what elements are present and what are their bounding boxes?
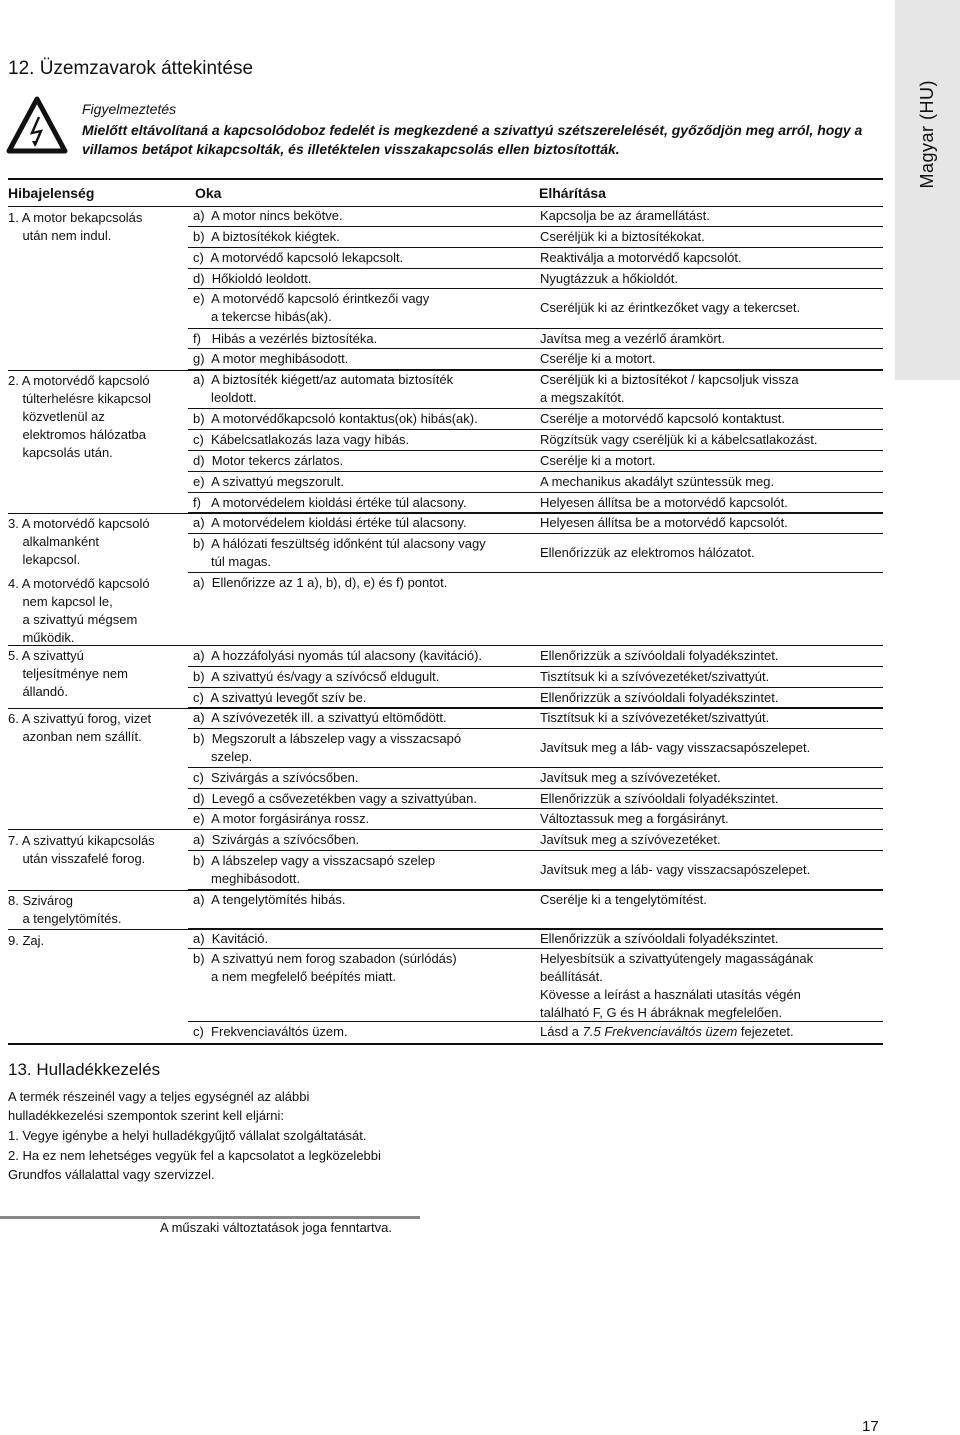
remedy-cell: Javítsuk meg a láb- vagy visszacsapószelepet. [540, 862, 811, 877]
remedy-cell: Helyesen állítsa be a motorvédő kapcsolót. [540, 495, 788, 510]
fault-cell: 4. A motorvédő kapcsoló nem kapcsol le, a szivattyú mégsem működik. [8, 576, 150, 645]
row-divider [188, 687, 883, 688]
remedy-cell: Változtassuk meg a forgásirányt. [540, 811, 729, 826]
remedy-cell: Javítsuk meg a szívóvezetéket. [540, 832, 721, 847]
row-divider [188, 788, 883, 789]
row-divider [188, 1021, 883, 1022]
cause-cell: a) A tengelytömítés hibás. [193, 892, 346, 907]
row-divider [188, 471, 883, 472]
row-divider [188, 429, 883, 430]
group-divider [8, 929, 883, 930]
waste-item-2: 2. Ha ez nem lehetséges vegyük fel a kapcsolatot a legközelebbi Grundfos vállalattal vagy szervizzel. [8, 1148, 381, 1182]
disclaimer: A műszaki változtatások joga fenntartva. [160, 1220, 392, 1235]
row-divider [188, 247, 883, 248]
remedy-cell: Cseréljük ki az érintkezőket vagy a tekercset. [540, 300, 801, 315]
row-divider [188, 728, 883, 729]
remedy-cell: Ellenőrizzük a szívóoldali folyadékszintet. [540, 690, 779, 705]
row-divider [188, 808, 883, 809]
cause-cell: d) Hőkioldó leoldott. [193, 271, 312, 286]
row-divider [188, 408, 883, 409]
remedy-cell: Kapcsolja be az áramellátást. [540, 208, 710, 223]
row-divider [188, 288, 883, 289]
row-divider [188, 666, 883, 667]
cause-cell: c) Frekvenciaváltós üzem. [193, 1024, 348, 1039]
cause-cell: g) A motor meghibásodott. [193, 351, 349, 366]
row-divider [188, 533, 883, 534]
cause-cell: a) A biztosíték kiégett/az automata biztosíték leoldott. [193, 372, 454, 405]
remedy-cell: Cserélje ki a motort. [540, 351, 656, 366]
remedy-cell: Reaktiválja a motorvédő kapcsolót. [540, 250, 742, 265]
remedy-cell: Helyesen állítsa be a motorvédő kapcsolót. [540, 515, 788, 530]
fault-cell: 3. A motorvédő kapcsoló alkalmanként lekapcsol. [8, 516, 150, 567]
cause-cell: b) A szivattyú és/vagy a szívócső eldugult. [193, 669, 440, 684]
fault-cell: 5. A szivattyú teljesítménye nem állandó. [8, 648, 128, 699]
cause-cell: b) A motorvédőkapcsoló kontaktus(ok) hibás(ak). [193, 411, 478, 426]
cause-cell: a) A hozzáfolyási nyomás túl alacsony (kavitáció). [193, 648, 483, 663]
remedy-cell: Javítsuk meg a szívóvezetéket. [540, 770, 721, 785]
remedy-cell: Javítsuk meg a láb- vagy visszacsapószelepet. [540, 740, 811, 755]
remedy-tail: fejezetet. [737, 1024, 794, 1039]
remedy-cell: Cserélje a motorvédő kapcsoló kontaktust. [540, 411, 785, 426]
remedy-cell: Ellenőrizzük a szívóoldali folyadékszintet. [540, 931, 779, 946]
cause-cell: e) A motor forgásiránya rossz. [193, 811, 370, 826]
group-divider [8, 645, 883, 646]
fault-cell: 8. Szivárog a tengelytömítés. [8, 893, 122, 926]
header-remedy: Elhárítása [539, 185, 606, 201]
row-divider [188, 767, 883, 768]
cause-cell: a) Ellenőrizze az 1 a), b), d), e) és f) pontot. [193, 575, 448, 590]
cause-cell: c) A szivattyú levegőt szív be. [193, 690, 367, 705]
footer-rule [0, 1216, 420, 1219]
cause-cell: e) A motorvédő kapcsoló érintkezői vagy a tekercse hibás(ak). [193, 291, 430, 324]
remedy-cell: Rögzítsük vagy cseréljük ki a kábelcsatlakozást. [540, 432, 818, 447]
electrical-hazard-icon [6, 95, 68, 162]
row-divider [188, 948, 883, 949]
remedy-cell: Cserélje ki a tengelytömítést. [540, 892, 707, 907]
remedy-cell: Helyesbítsük a szivattyútengely magasságának beállítását. Kövesse a leírást a használati utasítás végén található F, G és H ábráknak megfelelően. [540, 951, 814, 1020]
remedy-text: Lásd a [540, 1024, 583, 1039]
cause-cell: a) Kavitáció. [193, 931, 269, 946]
row-divider [188, 328, 883, 329]
page-number: 17 [862, 1418, 879, 1435]
cause-cell: b) A szivattyú nem forog szabadon (súrlódás) a nem megfelelő beépítés miatt. [193, 951, 457, 984]
remedy-cell: Ellenőrizzük a szívóoldali folyadékszintet. [540, 648, 779, 663]
cause-cell: b) A lábszelep vagy a visszacsapó szelep meghibásodott. [193, 853, 436, 886]
cause-cell: c) A motorvédő kapcsoló lekapcsolt. [193, 250, 404, 265]
row-divider [188, 492, 883, 493]
section-reference: 7.5 Frekvenciaváltós üzem [582, 1024, 738, 1039]
cause-cell: a) A motorvédelem kioldási értéke túl alacsony. [193, 515, 467, 530]
remedy-cell: Ellenőrizzük az elektromos hálózatot. [540, 545, 755, 560]
cause-cell: a) A motor nincs bekötve. [193, 208, 343, 223]
remedy-cell: Cserélje ki a motort. [540, 453, 656, 468]
fault-cell: 7. A szivattyú kikapcsolás után visszafelé forog. [8, 833, 155, 866]
remedy-cell: A mechanikus akadályt szüntessük meg. [540, 474, 775, 489]
group-divider [8, 890, 883, 891]
remedy-cell: Ellenőrizzük a szívóoldali folyadékszintet. [540, 791, 779, 806]
row-divider [188, 348, 883, 349]
cause-cell: e) A szivattyú megszorult. [193, 474, 345, 489]
cause-cell: c) Szivárgás a szívócsőben. [193, 770, 359, 785]
fault-cell: 6. A szivattyú forog, vizet azonban nem szállít. [8, 711, 152, 744]
language-label: Magyar (HU) [917, 80, 937, 189]
waste-intro: A termék részeinél vagy a teljes egységnél az alábbi hulladékkezelési szempontok szerint kell eljárni: [8, 1089, 310, 1123]
fault-cell: 2. A motorvédő kapcsoló túlterhelésre kikapcsol közvetlenül az elektromos hálózatba kapcsolás után. [8, 373, 152, 460]
remedy-cell [540, 1023, 794, 1041]
cause-cell: a) Szivárgás a szívócsőben. [193, 832, 360, 847]
remedy-cell: Cseréljük ki a biztosítékot / kapcsoljuk vissza a megszakítót. [540, 372, 799, 405]
group-divider [8, 370, 883, 371]
remedy-cell: Tisztítsuk ki a szívóvezetéket/szivattyút. [540, 669, 770, 684]
header-cause: Oka [195, 185, 222, 201]
section-title: 12. Üzemzavarok áttekintése [8, 58, 254, 79]
fault-cell: 9. Zaj. [8, 933, 45, 948]
fault-cell: 1. A motor bekapcsolás után nem indul. [8, 210, 143, 243]
row-divider [188, 850, 883, 851]
cause-cell: b) A hálózati feszültség időnként túl alacsony vagy túl magas. [193, 536, 486, 569]
language-side-tab [895, 0, 960, 380]
warning-title: Figyelmeztetés [82, 101, 177, 117]
cause-cell: a) A szívóvezeték ill. a szivattyú eltömődött. [193, 710, 447, 725]
group-divider [8, 829, 883, 830]
remedy-cell: Tisztítsuk ki a szívóvezetéket/szivattyút. [540, 710, 770, 725]
header-fault: Hibajelenség [8, 185, 95, 201]
remedy-cell: Javítsa meg a vezérlő áramkört. [540, 331, 725, 346]
remedy-cell: Cseréljük ki a biztosítékokat. [540, 229, 705, 244]
cause-cell: b) Megszorult a lábszelep vagy a visszacsapó szelep. [193, 731, 462, 764]
waste-title: 13. Hulladékkezelés [8, 1060, 161, 1079]
row-divider [188, 226, 883, 227]
group-divider [8, 708, 883, 709]
waste-item-1: 1. Vegye igénybe a helyi hulladékgyűjtő vállalat szolgáltatását. [8, 1128, 367, 1143]
group-divider [8, 513, 883, 514]
row-divider [188, 268, 883, 269]
row-divider [188, 450, 883, 451]
cause-cell: c) Kábelcsatlakozás laza vagy hibás. [193, 432, 410, 447]
remedy-cell: Nyugtázzuk a hőkioldót. [540, 271, 679, 286]
cause-cell: b) A biztosítékok kiégtek. [193, 229, 340, 244]
cause-cell: f) Hibás a vezérlés biztosítéka. [193, 331, 378, 346]
cause-cell: d) Levegő a csővezetékben vagy a szivattyúban. [193, 791, 478, 806]
warning-text: Mielőtt eltávolítaná a kapcsolódoboz fedelét is megkezdené a szivattyú szétszerelelését, győződjön meg arról, hogy a villamos betápot kikapcsolták, és illetéktelen visszakapcsolás ellen biztosították. [82, 122, 863, 157]
table-header [8, 178, 883, 207]
cause-cell: f) A motorvédelem kioldási értéke túl alacsony. [193, 495, 467, 510]
cause-cell: d) Motor tekercs zárlatos. [193, 453, 344, 468]
row-divider [188, 572, 883, 573]
group-divider [8, 1043, 883, 1045]
